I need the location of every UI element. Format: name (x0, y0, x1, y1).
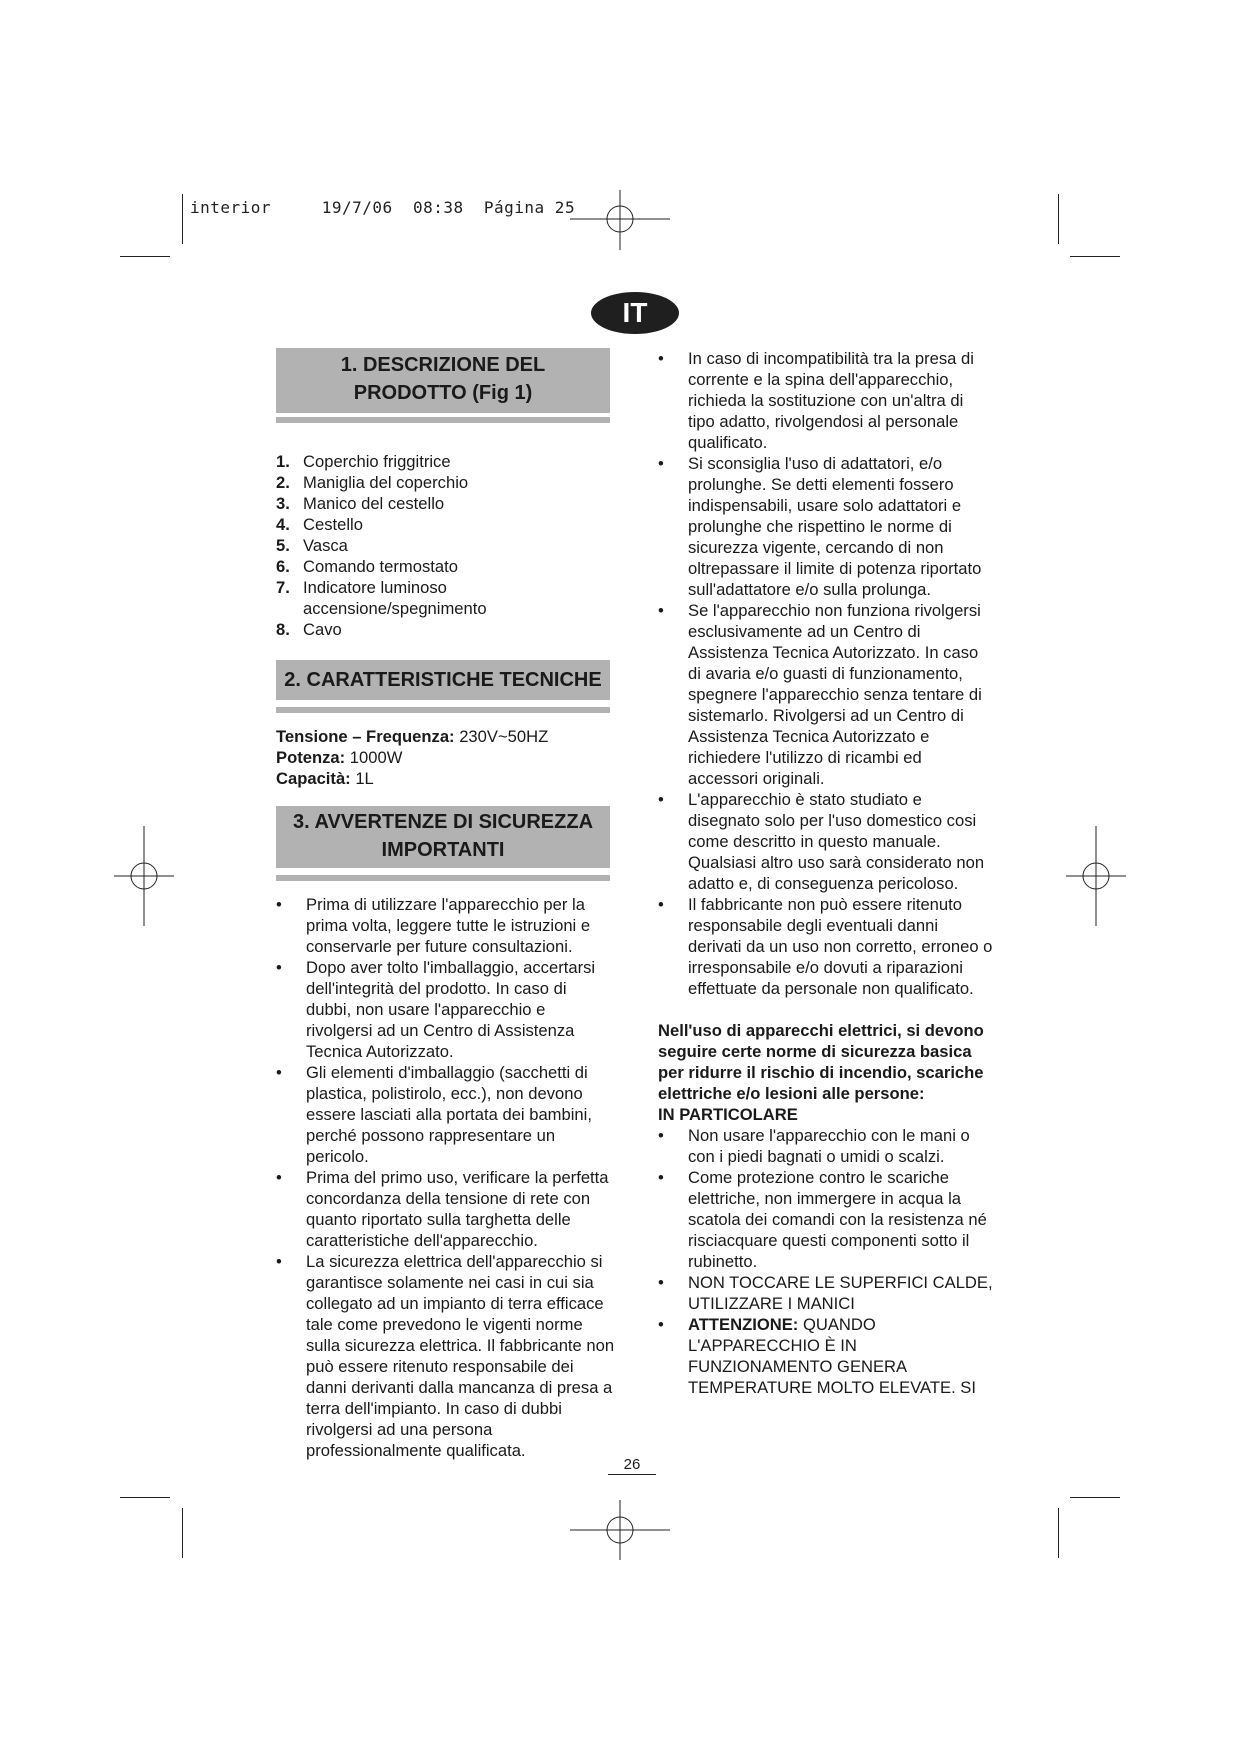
item-text: Indicatore luminoso accensione/spegnimento (303, 578, 487, 618)
item-number: 5. (276, 536, 290, 555)
print-slug (190, 198, 575, 217)
spec-value: 1000W (349, 748, 403, 767)
item-text: Vasca (303, 536, 348, 555)
section-1-title-line2: PRODOTTO (Fig 1) (353, 382, 533, 404)
safety-warnings-list-continued (658, 348, 994, 999)
list-item (276, 619, 616, 640)
item-number: 4. (276, 515, 290, 534)
section-2-heading (276, 660, 610, 700)
section-3-rule (276, 875, 610, 881)
list-item: • La sicurezza elettrica dell'apparecchio si garantisce solamente nei casi in cui sia collegato ad un impianto di terra efficace tale come prevedono le vigenti norme sulla sicurezza elettrica. Il fabbricante non può essere ritenuto responsabile dei danni derivanti dalla mancanza di presa a terra dell'impianto. In caso di dubbi rivolgersi ad una persona professionalmente qualificata. (276, 1251, 616, 1461)
list-item: • Il fabbricante non può essere ritenuto responsabile degli eventuali danni derivati da un uso non corretto, erroneo o irresponsabile e/o dovuti a riparazioni effettuate da personale non qualificato. (658, 894, 994, 999)
slug-date: 19/7/06 (321, 198, 393, 217)
section-1-rule (276, 417, 610, 423)
item-number: 1. (276, 452, 290, 471)
list-item (658, 1314, 994, 1398)
list-item: • Come protezione contro le scariche elettriche, non immergere in acqua la scatola dei comandi con la resistenza né risciacquare questi componenti sotto il rubinetto. (658, 1167, 994, 1272)
slug-time: 08:38 (412, 198, 464, 217)
list-item (276, 472, 616, 493)
page-number: 26 (608, 1456, 656, 1475)
spec-label: Capacità: (276, 769, 351, 788)
safety-warnings-list (276, 894, 616, 1461)
list-item (276, 556, 616, 577)
registration-mark-bottom (570, 1500, 670, 1560)
section-2-title: 2. CARATTERISTICHE TECNICHE (284, 669, 602, 691)
list-item: • Prima del primo uso, verificare la perfetta concordanza della tensione di rete con quanto riportato sulla targhetta delle caratteristiche dell'apparecchio. (276, 1167, 616, 1251)
list-item: • NON TOCCARE LE SUPERFICI CALDE, UTILIZZARE I MANICI (658, 1272, 994, 1314)
section-1-heading (276, 348, 610, 413)
spec-row (276, 726, 616, 747)
list-item: • L'apparecchio è stato studiato e disegnato solo per l'uso domestico cosi come descritto in questo manuale. Qualsiasi altro uso sarà considerato non adatto e, di conseguenza pericoloso. (658, 789, 994, 894)
in-particolare-heading: IN PARTICOLARE (658, 1105, 798, 1124)
section-3-heading (276, 806, 610, 868)
slug-file: interior (190, 198, 272, 217)
attenzione-text: QUANDO L'APPARECCHIO È IN FUNZIONAMENTO GENERA TEMPERATURE MOLTO ELEVATE. SI (688, 1315, 976, 1397)
list-item: • In caso di incompatibilità tra la presa di corrente e la spina dell'apparecchio, richieda la sostituzione con un'altra di tipo adatto, rivolgendosi al personale qualificato. (658, 348, 994, 453)
list-item (276, 451, 616, 472)
spec-label: Tensione – Frequenza: (276, 727, 455, 746)
spec-value: 230V~50HZ (459, 727, 549, 746)
registration-mark-top (570, 190, 670, 250)
list-item: • Se l'apparecchio non funziona rivolgersi esclusivamente ad un Centro di Assistenza Tecnica Autorizzato. In caso di avaria e/o guasti di funzionamento, spegnere l'apparecchio senza tentare di sistemarlo. Rivolgersi ad un Centro di Assistenza Tecnica Autorizzato e richiedere l'utilizzo di ricambi ed accessori originali. (658, 600, 994, 789)
item-number: 6. (276, 557, 290, 576)
product-parts-list (276, 451, 616, 640)
particular-warnings-list (658, 1125, 994, 1398)
item-text: Maniglia del coperchio (303, 473, 469, 492)
electrical-safety-intro: Nell'uso di apparecchi elettrici, si devono seguire certe norme di sicurezza basica per ridurre il rischio di incendio, scariche elettriche e/o lesioni alle persone: (658, 1021, 984, 1103)
section-3-title-line1: 3. AVVERTENZE DI SICUREZZA (292, 811, 594, 833)
section-3-title-line2: IMPORTANTI (381, 839, 505, 861)
list-item (276, 493, 616, 514)
item-text: Coperchio friggitrice (303, 452, 451, 471)
registration-mark-right (1066, 826, 1126, 926)
list-item (276, 514, 616, 535)
spec-row (276, 768, 616, 789)
item-number: 7. (276, 578, 290, 597)
item-number: 2. (276, 473, 290, 492)
list-item: • Non usare l'apparecchio con le mani o con i piedi bagnati o umidi o scalzi. (658, 1125, 994, 1167)
item-text: Cavo (303, 620, 342, 639)
item-text: Manico del cestello (303, 494, 445, 513)
item-text: Comando termostato (303, 557, 458, 576)
section-1-title-line1: 1. DESCRIZIONE DEL (340, 354, 546, 376)
item-text: Cestello (303, 515, 363, 534)
list-item: • Si sconsiglia l'uso di adattatori, e/o prolunghe. Se detti elementi fossero indispensabili, usare solo adattatori e prolunghe che rispettino le norme di sicurezza vigente, cercando di non oltrepassare il limite di potenza riportato sull'adattatore e/o sulla prolunga. (658, 453, 994, 600)
attenzione-label: ATTENZIONE: (688, 1315, 799, 1334)
list-item (276, 577, 543, 619)
list-item: • Dopo aver tolto l'imballaggio, accertarsi dell'integrità del prodotto. In caso di dubbi, non usare l'apparecchio e rivolgersi ad un Centro di Assistenza Tecnica Autorizzato. (276, 957, 616, 1062)
technical-specs (276, 726, 616, 789)
spec-label: Potenza: (276, 748, 346, 767)
spec-row (276, 747, 616, 768)
language-badge: IT (591, 292, 679, 334)
spec-value: 1L (355, 769, 374, 788)
section-2-rule (276, 707, 610, 713)
list-item: • Gli elementi d'imballaggio (sacchetti di plastica, polistirolo, ecc.), non devono essere lasciati alla portata dei bambini, perché possono rappresentare un pericolo. (276, 1062, 616, 1167)
registration-mark-left (114, 826, 174, 926)
item-number: 3. (276, 494, 290, 513)
right-column (658, 348, 994, 1398)
item-number: 8. (276, 620, 290, 639)
list-item: • Prima di utilizzare l'apparecchio per la prima volta, leggere tutte le istruzioni e conservarle per future consultazioni. (276, 894, 616, 957)
slug-page: Página 25 (483, 198, 576, 217)
list-item (276, 535, 616, 556)
